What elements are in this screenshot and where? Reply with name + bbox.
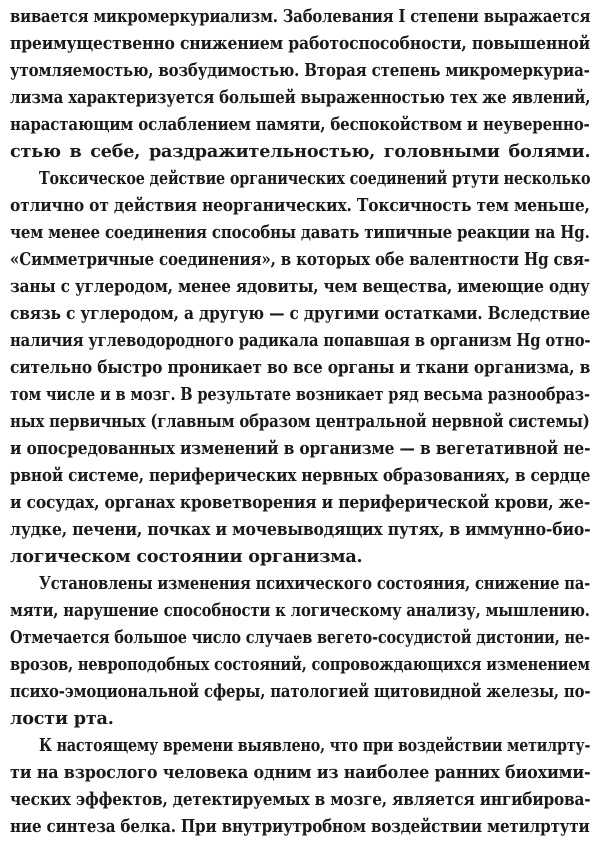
text-line: чем менее соединения способны давать типичные реакции на Hg. bbox=[10, 222, 590, 243]
text-line: сительно быстро проникает во все органы и ткани организма, в bbox=[10, 357, 591, 378]
text-line: и опосредованных изменений в организме — в вегетативной не- bbox=[10, 438, 591, 459]
text-line: связь с углеродом, а другую — с другими остатками. Вследствие bbox=[10, 303, 591, 324]
text-line: «Симметричные соединения», в которых обе валентности Hg свя- bbox=[10, 249, 590, 270]
text-line: врозов, невроподобных состояний, сопровождающихся изменением bbox=[10, 654, 590, 675]
text-line: утомляемостью, возбудимостью. Вторая степень микромеркуриа- bbox=[10, 60, 590, 81]
text-line: К настоящему времени выявлено, что при воздействии метилрту- bbox=[39, 735, 591, 756]
text-line: ти на взрослого человека одним из наиболее ранних биохими- bbox=[10, 762, 591, 783]
text-line: ческих эффектов, детектируемых в мозге, является ингибирова- bbox=[10, 789, 591, 810]
text-line: нарастающим ослаблением памяти, беспокойством и неуверенно- bbox=[10, 114, 590, 135]
text-line: ных первичных (главным образом центральной нервной системы) bbox=[10, 411, 590, 432]
text-line: и сосудах, органах кроветворения и периферической крови, же- bbox=[10, 492, 591, 513]
text-line: лизма характеризуется большей выраженностью тех же явлений, bbox=[10, 87, 591, 108]
text-line: отлично от действия неорганических. Токсичность тем меньше, bbox=[10, 195, 590, 216]
text-line: лудке, печени, почках и мочевыводящих путях, в иммунно-био- bbox=[10, 519, 591, 540]
text-line: заны с углеродом, менее ядовиты, чем вещества, имеющие одну bbox=[10, 276, 590, 297]
text-line: рвной системе, периферических нервных образованиях, в сердце bbox=[10, 465, 591, 486]
text-line: вивается микромеркуриализм. Заболевания I степени выражается bbox=[10, 6, 591, 27]
text-line: лости рта. bbox=[10, 708, 114, 729]
text-line: Токсическое действие органических соединений ртути несколько bbox=[39, 168, 591, 189]
text-line: психо-эмоциональной сферы, патологией щитовидной железы, по- bbox=[10, 681, 591, 702]
text-line: мяти, нарушение способности к логическому анализу, мышлению. bbox=[10, 600, 590, 621]
text-line: Установлены изменения психического состояния, снижение па- bbox=[39, 573, 591, 594]
text-line: стью в себе, раздражительностью, головными болями. bbox=[10, 141, 591, 162]
text-line: наличия углеводородного радикала попавшая в организм Hg отно- bbox=[10, 330, 591, 351]
text-line: логическом состоянии организма. bbox=[10, 546, 363, 567]
text-line: преимущественно снижением работоспособности, повышенной bbox=[10, 33, 590, 54]
text-line: том числе и в мозг. В результате возникает ряд весьма разнообраз- bbox=[10, 384, 590, 405]
text-line: Отмечается большое число случаев вегето-сосудистой дистонии, не- bbox=[10, 627, 590, 648]
text-line: ние синтеза белка. При внутриутробном воздействии метилртути bbox=[10, 816, 590, 837]
